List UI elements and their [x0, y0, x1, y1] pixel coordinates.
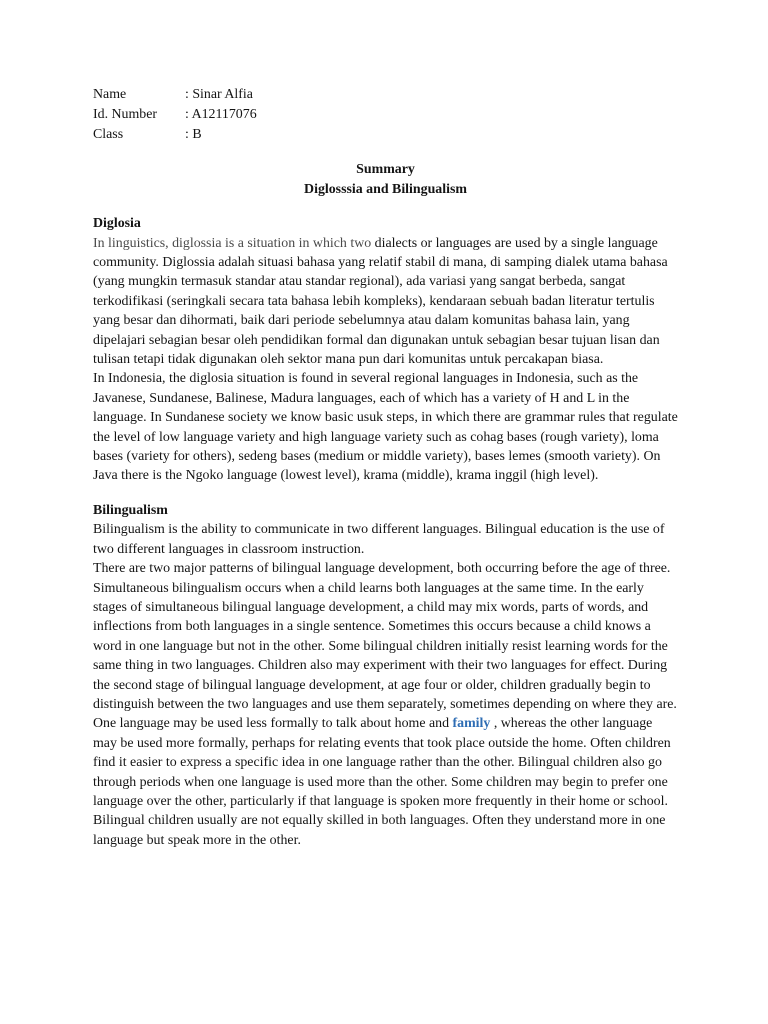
info-row-id-number [93, 105, 678, 125]
bilingualism-paragraph-2-after: , whereas the other language may be used more formally, perhaps for relating events that took place outside the home. Often children find it easier to express a specific idea in one language rather than the other. Bilingual children also go through periods when one language is used more than the other. Some children may begin to prefer one language over the other, particularly if that language is spoken more frequently in their home or school. Bilingual children usually are not equally skilled in both languages. Often they understand more in one language but speak more in the other. [93, 716, 671, 848]
info-row-class [93, 125, 678, 145]
diglosia-paragraph-1-lead: In linguistics, diglossia is a situation in which two [93, 235, 372, 251]
bilingualism-paragraph-1: Bilingualism is the ability to communicate in two different languages. Bilingual education is the use of two different languages in classroom instruction. [93, 522, 665, 557]
section-title-bilingualism: Bilingualism [93, 502, 168, 518]
info-label: Name [93, 87, 127, 102]
section-title-diglosia: Diglosia [93, 216, 141, 232]
subject-title: Diglosssia and Bilingualism [304, 181, 467, 197]
document-page [93, 85, 678, 850]
diglosia-paragraph-2: In Indonesia, the diglosia situation is found in several regional languages in Indonesia, such as the Javanese, Sundanese, Balinese, Madura languages, each of which has a variety of H and L in the language. In Sundanese society we know basic usuk steps, in which there are grammar rules that regulate the level of low language variety and high language variety such as cohag bases (rough variety), loma bases (variety for others), sedeng bases (medium or middle variety), bases lemes (smooth variety). On Java there is the Ngoko language (lowest level), krama (middle), krama inggil (high level). [93, 371, 678, 484]
bilingualism-paragraph-2 [93, 559, 678, 850]
info-value: : B [185, 126, 202, 142]
summary-title: Summary [356, 162, 415, 178]
diglosia-paragraph-1-rest: dialects or languages are used by a single language community. Diglossia adalah situasi bahasa yang relatif stabil di mana, di samping dialek utama bahasa (yang mungkin termasuk standar atau standar regional), ada variasi yang sangat berbeda, sangat terkodifikasi (seringkali secara tata bahasa lebih kompleks), kendaraan sebuah badan literatur tertulis yang besar dan dihormati, baik dari periode sebelumnya atau dalam komunitas bahasa lain, yang dipelajari sebagian besar oleh pendidikan formal dan digunakan untuk sebagian besar tujuan lisan dan tulisan tetapi tidak digunakan oleh sektor mana pun dari komunitas untuk percakapan biasa. [93, 235, 668, 368]
family-link[interactable]: family [452, 716, 491, 732]
diglosia-paragraph-1 [93, 234, 678, 370]
student-info [93, 85, 678, 144]
info-value: : Sinar Alfia [185, 87, 253, 102]
info-label: Id. Number [93, 106, 158, 122]
info-row-name [93, 85, 678, 105]
info-value: : A12117076 [185, 106, 257, 122]
bilingualism-paragraph-2-before: There are two major patterns of bilingual language development, both occurring before the age of three. Simultaneous bilingualism occurs when a child learns both languages at the same time. In the early stages of simultaneous bilingual language development, a child may mix words, parts of words, and inflections from both languages in a single sentence. Sometimes this occurs because a child knows a word in one language but not in the other. Some bilingual children initially resist learning words for the same thing in two languages. Children also may experiment with their two languages for effect. During the second stage of bilingual language development, at age four or older, children gradually begin to distinguish between the two languages and use them separately, sometimes depending on where they are. One language may be used less formally to talk about home and [93, 561, 677, 732]
info-label: Class [93, 126, 124, 142]
